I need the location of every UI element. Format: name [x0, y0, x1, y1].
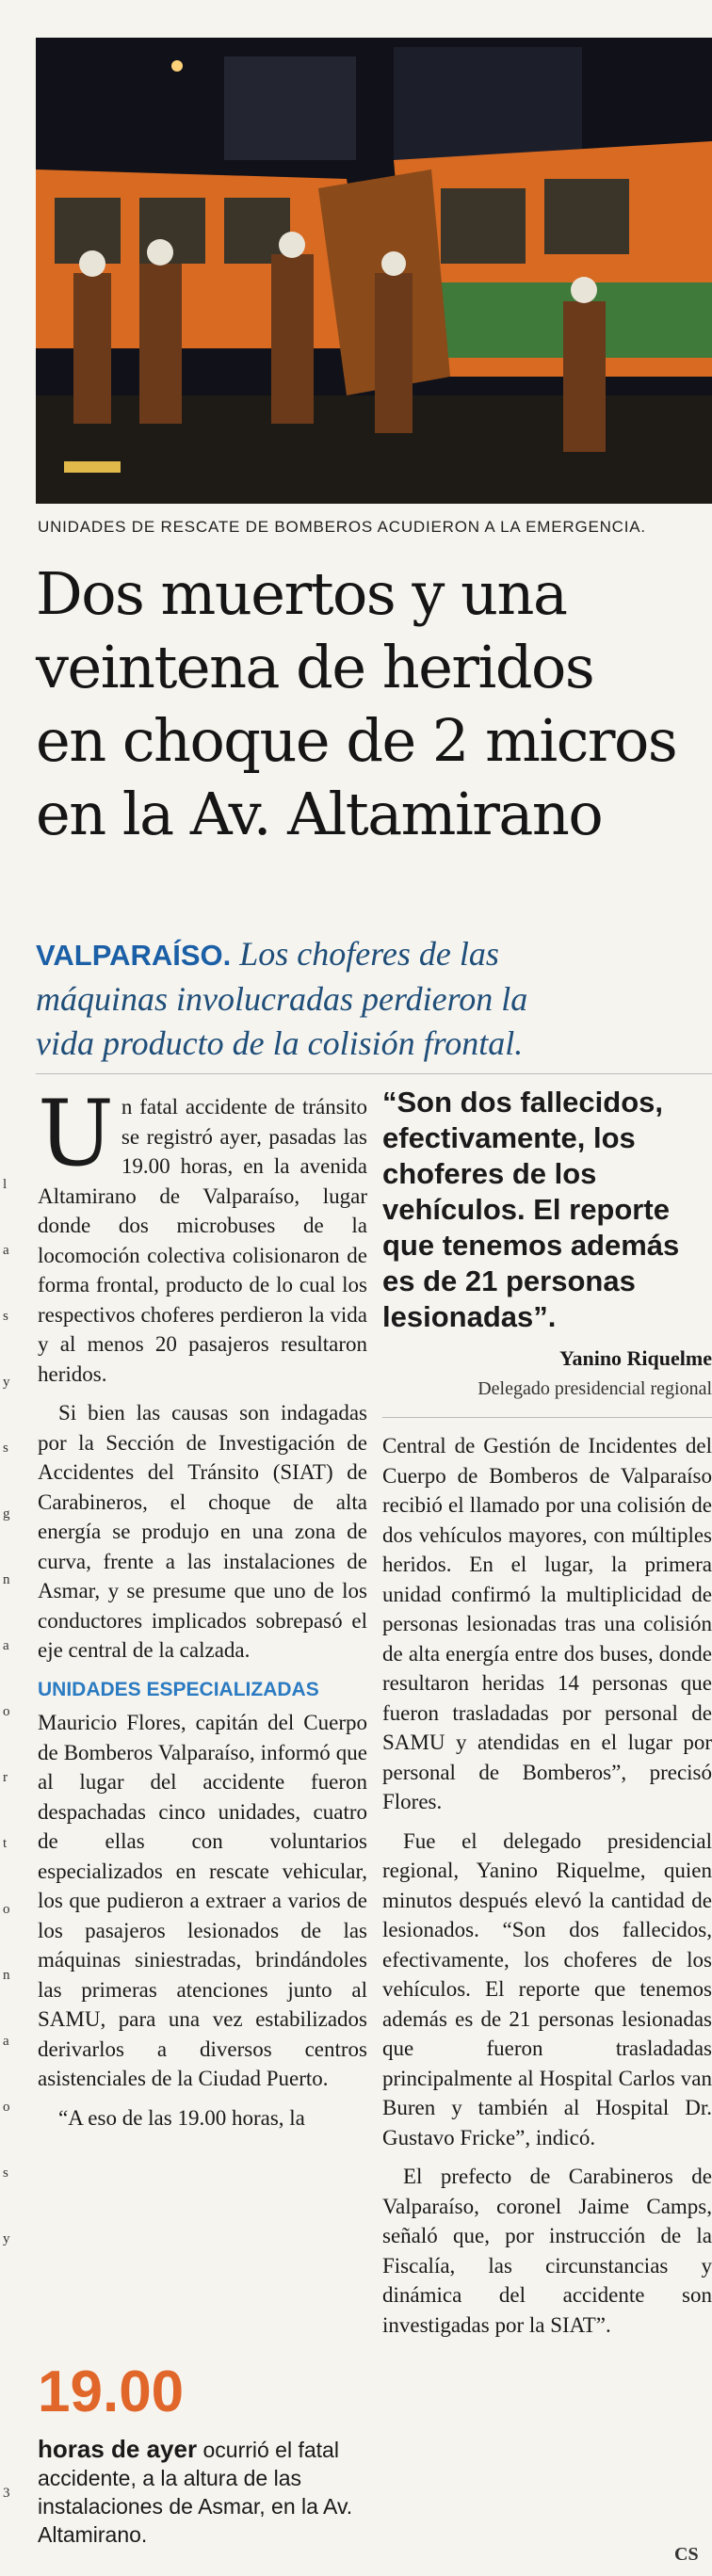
quote-line: “Son dos fallecidos,	[382, 1086, 663, 1119]
paragraph-1	[38, 1081, 367, 1389]
accident-photo	[36, 38, 712, 504]
headline-line: Dos muertos y una	[36, 559, 567, 628]
headline	[36, 557, 712, 851]
edge-fragment: y	[3, 2231, 10, 2246]
edge-fragment: g	[3, 1506, 10, 1521]
paragraph-6: Fue el delegado presidencial regional, Yanino Riquelme, quien minutos después elevó la cantidad de lesionados. “Son dos fallecidos, efectivamente, los choferes de los vehículos. El reporte que tenemos además es de 21 personas lesionadas que fueron trasladadas principalmente al Hospital Carlos van Buren y también al Hospital Dr. Gustavo Fricke”, indicó.	[382, 1828, 712, 2149]
quote-line: es de 21 personas	[382, 1264, 636, 1297]
pull-quote	[382, 1085, 712, 1335]
quote-line: efectivamente, los	[382, 1121, 636, 1154]
edge-fragment: s	[3, 1441, 8, 1456]
edge-fragment: o	[3, 1704, 10, 1719]
deck-line: vida producto de la colisión frontal.	[36, 1024, 524, 1062]
edge-fragment: s	[3, 1309, 8, 1324]
factbox-body: ocurrió el fatal accidente, a la altura de las instalaciones de Asmar, en la Av. Altamirano.	[38, 2438, 353, 2547]
edge-fragment: n	[3, 1572, 10, 1587]
headline-line: en choque de 2 micros	[36, 706, 677, 775]
edge-fragment: a	[3, 2034, 9, 2049]
paragraph-4: “A eso de las 19.00 horas, la	[58, 2105, 305, 2130]
end-mark-icon: CS	[674, 2544, 699, 2565]
edge-fragment: a	[3, 1638, 9, 1653]
paragraph-2: Si bien las causas son indagadas por la Sección de Investigación de Accidentes del Tránsito (SIAT) de Carabineros, el choque de alta energía se produjo en una zona de curva, frente a las instalaciones de Asmar, y se presume que uno de los conductores implicados sobrepasó el eje central de la calzada.	[38, 1401, 367, 1662]
edge-fragment: o	[3, 2100, 10, 2115]
paragraph-7: El prefecto de Carabineros de Valparaíso, coronel Jaime Camps, señaló que, por instrucción de la Fiscalía, las circunstancias y dinámica del accidente son investigadas por la SIAT”.	[382, 2165, 712, 2337]
quote-author: Yanino Riquelme	[559, 1346, 712, 1370]
edge-fragment: n	[3, 1968, 10, 1983]
right-column	[382, 1431, 712, 2349]
headline-line: en la Av. Altamirano	[36, 780, 603, 848]
accident-scene-illustration	[36, 38, 712, 504]
paragraph-5: Central de Gestión de Incidentes del Cuerpo de Bomberos de Valparaíso recibió el llamado por una colisión de dos vehículos mayores, con múltiples heridos. En el lugar, la primera unidad confirmó la multiplicidad de personas lesionadas tras una colisión de alta energía entre dos buses, donde resultaron heridas 14 personas que fueron trasladadas por personal de SAMU y atendidas en el lugar por personal de Bomberos”, precisó Flores.	[382, 1434, 712, 1813]
section-divider	[36, 1073, 712, 1074]
edge-fragment: r	[3, 1770, 8, 1785]
drop-cap: U	[38, 1081, 114, 1186]
edge-fragment: s	[3, 2165, 8, 2181]
edge-fragment: l	[3, 1177, 8, 1192]
edge-fragment: t	[3, 1836, 8, 1851]
adjacent-column-edge	[0, 0, 21, 2576]
headline-line: veintena de heridos	[36, 633, 594, 701]
edge-fragment: o	[3, 1902, 10, 1917]
quote-author-role: Delegado presidencial regional	[477, 1378, 712, 1399]
left-column	[38, 1081, 367, 2142]
deck-line: Los choferes de las	[239, 935, 499, 973]
edge-fragment: a	[3, 1243, 9, 1258]
quote-divider	[382, 1417, 712, 1418]
paragraph-3: Mauricio Flores, capitán del Cuerpo de Bomberos Valparaíso, informó que al lugar del accidente fueron despachadas cinco unidades, cuatro de ellas con voluntarios especializados en rescate vehicular, los que pudieron a extraer a varios de los pasajeros lesionados de las máquinas siniestradas, brindándoles las primeras atenciones junto al SAMU, para una vez estabilizados derivarlos a diversos centros asistenciales de la Ciudad Puerto.	[38, 1711, 367, 2090]
factbox-text	[38, 2435, 367, 2549]
photo-caption: UNIDADES DE RESCATE DE BOMBEROS ACUDIERON A LA EMERGENCIA.	[38, 518, 646, 536]
edge-fragment: 3	[3, 2486, 10, 2501]
quote-line: que tenemos además	[382, 1229, 680, 1262]
quote-line: vehículos. El reporte	[382, 1193, 670, 1226]
factbox-number: 19.00	[38, 2359, 185, 2424]
edge-fragment: y	[3, 1375, 10, 1390]
quote-line: choferes de los	[382, 1157, 597, 1190]
paragraph-1-text: n fatal accidente de tránsito se registró ayer, pasadas las 19.00 horas, en la avenida Altamirano de Valparaíso, lugar donde dos microbuses de la locomoción colectiva colisionaron de forma frontal, producto de lo cual los respectivos choferes perdieron la vida y al menos 20 pasajeros resultaron heridos.	[38, 1095, 367, 1386]
deck-line: máquinas involucradas perdieron la	[36, 980, 528, 1018]
deck-kicker: VALPARAÍSO.	[36, 939, 232, 972]
factbox-lead: horas de ayer	[38, 2435, 198, 2463]
quote-line: lesionadas”.	[382, 1300, 557, 1333]
deck	[36, 932, 712, 1066]
subhead: UNIDADES ESPECIALIZADAS	[38, 1678, 319, 1700]
